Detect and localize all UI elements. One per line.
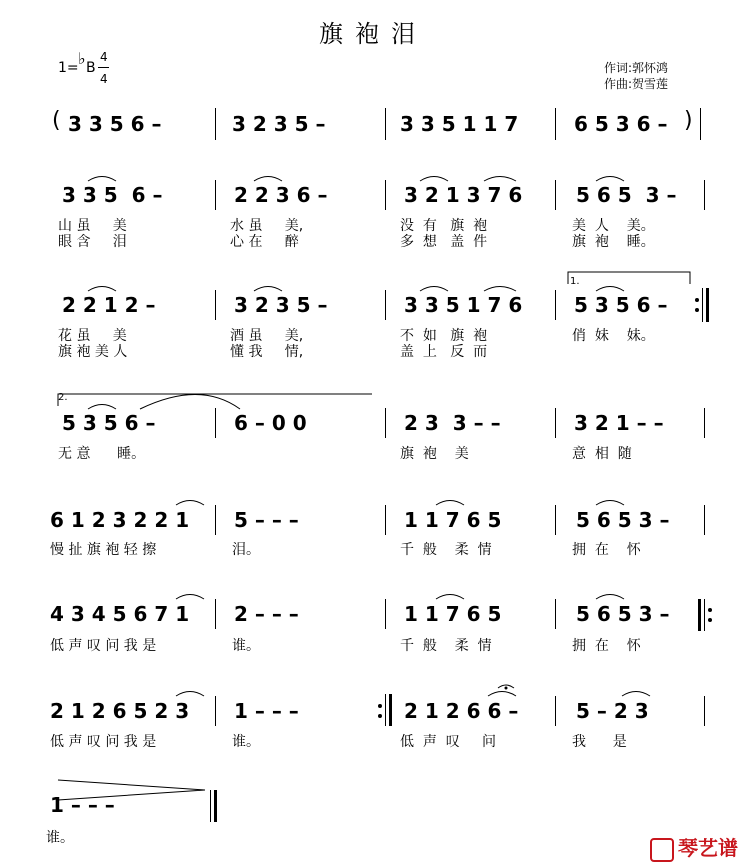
melody-measure: 3 3 5 1 1 7 <box>400 112 519 136</box>
slur <box>484 177 516 182</box>
melody-measure: 5 – – – <box>234 508 299 532</box>
lyric-verse2: 旗 袍 美 人 <box>58 344 128 360</box>
slur <box>596 595 624 600</box>
slur <box>596 177 624 182</box>
fermata <box>498 685 514 688</box>
slur <box>596 287 624 292</box>
lyric: 拥 在 怀 <box>572 638 641 654</box>
key-prefix: 1= <box>58 60 79 76</box>
melody-measure: 6 1 2 3 2 2 1 <box>50 508 190 532</box>
logo-mark-icon <box>650 838 674 862</box>
melody-measure: 3 2 3 5 – <box>234 293 328 317</box>
barline <box>555 505 556 535</box>
melody-measure: 2 2 1 2 – <box>62 293 156 317</box>
key-letter: B <box>86 60 96 76</box>
slur <box>488 692 516 697</box>
lyric: 千 般 柔 情 <box>400 542 492 558</box>
barline <box>215 180 216 210</box>
watermark-text: 琴艺谱 <box>678 836 738 860</box>
barline <box>555 180 556 210</box>
barline <box>702 288 703 322</box>
barline <box>215 599 216 629</box>
lyric: 低 声 叹 问 <box>400 734 497 750</box>
melody-measure: 4 3 4 5 6 7 1 <box>50 602 190 626</box>
lyric-verse1: 花 虽 美 <box>58 328 127 344</box>
barline <box>215 408 216 438</box>
final-barline <box>706 288 709 322</box>
repeat-dot <box>695 298 699 302</box>
barline <box>215 290 216 320</box>
slur <box>420 287 448 292</box>
flat-sign: ♭ <box>78 49 86 68</box>
barline <box>215 696 216 726</box>
lyric-verse1: 山 虽 美 <box>58 218 127 234</box>
composer: 作曲:贺雪莲 <box>604 77 669 91</box>
barline <box>700 108 701 140</box>
lyric: 拥 在 怀 <box>572 542 641 558</box>
volta-bracket <box>58 394 372 406</box>
slur <box>176 692 204 697</box>
slur <box>176 595 204 600</box>
volta-bracket <box>568 272 690 284</box>
lyricist: 作词:郭怀鸿 <box>604 61 669 75</box>
melody-measure: 5 3 5 6 – <box>62 411 156 435</box>
melody-measure: 2 – – – <box>234 602 299 626</box>
lyric-verse2: 旗 袍 睡。 <box>572 234 655 250</box>
barline <box>555 696 556 726</box>
barline <box>555 408 556 438</box>
melody-measure: 1 – – – <box>234 699 299 723</box>
lyric-verse1: 美 人 美。 <box>572 218 655 234</box>
melody-measure: 2 1 2 6 6 – <box>404 699 519 723</box>
lyric: 旗 袍 美 <box>400 446 469 462</box>
lyric-verse1: 水 虽 美, <box>230 218 304 234</box>
lyric: 低 声 叹 问 我 是 <box>50 734 157 750</box>
key-signature <box>58 48 148 92</box>
close-paren: ) <box>684 108 693 133</box>
slur <box>436 595 464 600</box>
open-paren: ( <box>52 108 61 133</box>
barline <box>215 108 216 140</box>
melody-measure: 5 – 2 3 <box>576 699 649 723</box>
melody-measure: 3 2 3 5 – <box>232 112 326 136</box>
melody-measure: 2 2 3 6 – <box>234 183 328 207</box>
barline <box>704 505 705 535</box>
repeat-dot <box>378 704 382 708</box>
time-divider <box>98 67 109 68</box>
repeat-dot <box>708 608 712 612</box>
final-barline <box>214 790 217 822</box>
melody-measure: 1 – – – <box>50 793 115 817</box>
melody-measure: 5 6 5 3 – <box>576 602 670 626</box>
melody-measure: 5 6 5 3 – <box>576 508 670 532</box>
watermark-logo <box>650 832 742 858</box>
lyric-verse2: 懂 我 情, <box>230 344 304 360</box>
slur <box>88 287 116 292</box>
slur <box>420 177 448 182</box>
melody-measure: 5 3 5 6 – <box>574 293 668 317</box>
barline <box>385 108 386 140</box>
barline <box>385 599 386 629</box>
slur <box>622 692 650 697</box>
lyric-verse1: 没 有 旗 袍 <box>400 218 488 234</box>
barline <box>555 108 556 140</box>
lyric: 谁。 <box>232 734 260 750</box>
lyric: 我 是 <box>572 734 627 750</box>
repeat-dot <box>708 618 712 622</box>
slur <box>436 501 464 506</box>
slur <box>88 405 116 410</box>
lyric: 无 意 睡。 <box>58 446 146 462</box>
lyric-verse2: 眼 含 泪 <box>58 234 127 250</box>
repeat-end-bar <box>389 694 392 726</box>
barline <box>215 505 216 535</box>
lyric-verse2: 心 在 醉 <box>230 234 299 250</box>
barline <box>704 696 705 726</box>
barline <box>385 180 386 210</box>
lyric: 低 声 叹 问 我 是 <box>50 638 157 654</box>
slur <box>484 287 516 292</box>
melody-measure: 1 1 7 6 5 <box>404 508 502 532</box>
melody-measure: 2 3 3 – – <box>404 411 501 435</box>
melody-measure: 3 3 5 1 7 6 <box>404 293 523 317</box>
lyric: 谁。 <box>232 638 260 654</box>
repeat-dot <box>378 714 382 718</box>
lyric-verse1: 不 如 旗 袍 <box>400 328 488 344</box>
repeat-start-bar <box>698 599 701 631</box>
volta-first-label: 1. <box>570 276 580 287</box>
tie <box>140 395 240 410</box>
slur <box>176 501 204 506</box>
melody-measure: 6 – 0 0 <box>234 411 307 435</box>
credits <box>604 60 668 92</box>
lyric-verse2: 盖 上 反 而 <box>400 344 488 360</box>
volta-second-label: 2. <box>58 392 68 403</box>
slur <box>596 501 624 506</box>
barline <box>210 790 211 822</box>
lyric: 谁。 <box>46 830 74 846</box>
melody-measure: 3 3 5 6 – <box>62 183 163 207</box>
melody-measure: 1 1 7 6 5 <box>404 602 502 626</box>
melody-measure: 5 6 5 3 – <box>576 183 677 207</box>
slur <box>254 287 282 292</box>
barline <box>385 505 386 535</box>
lyric-verse1: 俏 妹 妹。 <box>572 328 655 344</box>
time-denominator: 4 <box>100 72 108 86</box>
fermata-dot <box>505 687 508 690</box>
barline <box>555 599 556 629</box>
lyric: 千 般 柔 情 <box>400 638 492 654</box>
lyric: 意 相 随 <box>572 446 632 462</box>
melody-measure: 3 3 5 6 – <box>68 112 162 136</box>
song-title: 旗袍泪 <box>319 20 427 48</box>
barline <box>385 290 386 320</box>
barline <box>704 180 705 210</box>
barline <box>385 694 386 726</box>
barline <box>704 599 705 631</box>
melody-measure: 6 5 3 6 – <box>574 112 668 136</box>
slur <box>88 177 116 182</box>
lyric-verse1: 酒 虽 美, <box>230 328 304 344</box>
slur <box>254 177 282 182</box>
barline <box>555 290 556 320</box>
repeat-dot <box>695 308 699 312</box>
barline <box>385 408 386 438</box>
melody-measure: 3 2 1 – – <box>574 411 664 435</box>
lyric: 泪。 <box>232 542 260 558</box>
melody-measure: 2 1 2 6 5 2 3 <box>50 699 190 723</box>
lyric: 慢 扯 旗 袍 轻 擦 <box>50 542 157 558</box>
lyric-verse2: 多 想 盖 件 <box>400 234 488 250</box>
melody-measure: 3 2 1 3 7 6 <box>404 183 523 207</box>
barline <box>704 408 705 438</box>
time-numerator: 4 <box>100 50 108 64</box>
